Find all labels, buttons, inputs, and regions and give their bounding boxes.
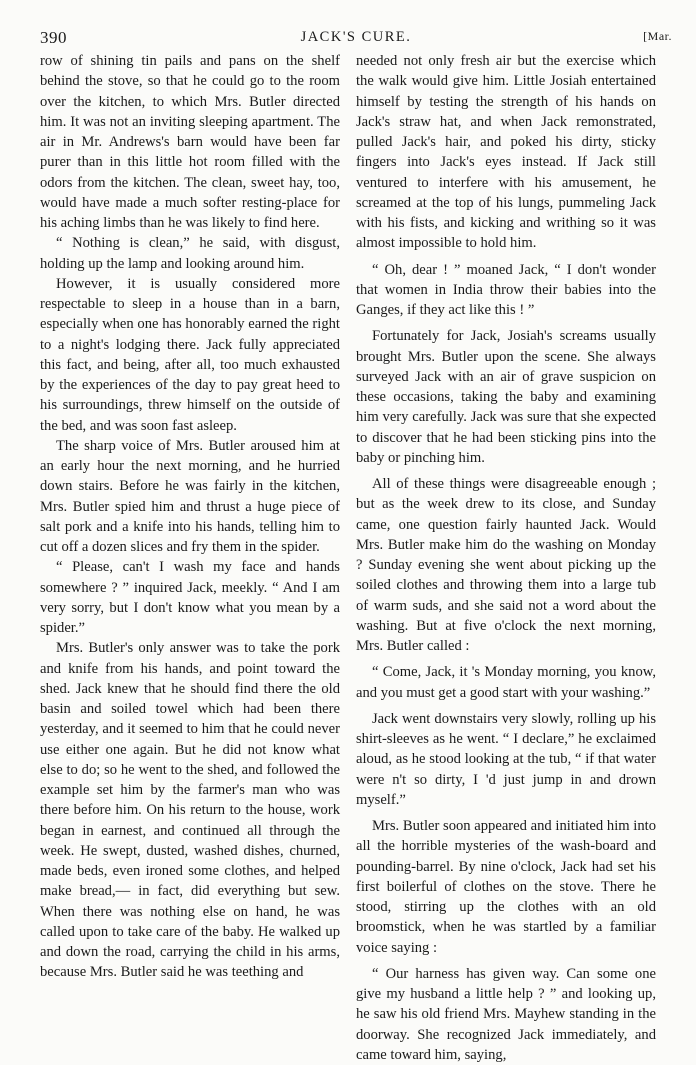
- paragraph: needed not only fresh air but the exercise which the walk would give him. Little Josiah entertained himself by testing the strength of his hands on Jack's straw hat, and when Jack remonstrated, pulled Jack's hair, and poked his dirty, sticky fingers into Jack's eyes instead. If Jack still ventured to interfere with his amusement, he screamed at the top of his lungs, pummeling Jack with his fists, and kicking and writhing so it was almost impossible to hold him.: [356, 53, 656, 252]
- paragraph: “ Oh, dear ! ” moaned Jack, “ I don't wonder that women in India throw their babies into the Ganges, if they act like this ! ”: [356, 261, 656, 318]
- right-column: [356, 51, 656, 1065]
- paragraph: “ Our harness has given way. Can some one give my husband a little help ? ” and looking up, he saw his old friend Mrs. Mayhew standing in the doorway. She recognized Jack immediately, and came toward him, saying,: [356, 965, 656, 1063]
- page-number: 390: [40, 28, 67, 47]
- page-header: [40, 28, 672, 48]
- paragraph: row of shining tin pails and pans on the shelf behind the stove, so that he could go to the room over the kitchen, to which Mrs. Butler directed him. It was not an inviting sleeping apartment. The air in Mr. Andrews's barn would have been far purer than in this little hot room filled with the odors from the kitchen. The clean, sweet hay, too, would have made a much softer resting-place for his aching limbs than he was likely to find here.: [40, 53, 340, 231]
- paragraph: “ Come, Jack, it 's Monday morning, you know, and you must get a good start with your washing.”: [356, 664, 656, 701]
- paragraph: All of these things were disagreeable enough ; but as the week drew to its close, and Sunday came, one question fairly haunted Jack. Would Mrs. Butler make him do the washing on Monday ? Sunday evening she went about picking up the soiled clothes and throwing them into a large tub of warm suds, and she said not a word about the washing. But at five o'clock the next morning, Mrs. Butler called :: [356, 476, 656, 654]
- paragraph: “ Please, can't I wash my face and hands somewhere ? ” inquired Jack, meekly. “ And I am very sorry, but I don't know what you mean by a spider.”: [40, 559, 340, 636]
- paragraph: Mrs. Butler's only answer was to take the pork and knife from his hands, and point toward the shed. Jack knew that he should find there the old basin and soiled towel which had been there yesterday, and it seemed to him that he could never use either one again. But he did not know what else to do; so he went to the shed, and followed the example set him by the farmer's man who was there before him. On his return to the house, work began in earnest, and continued all through the week. He swept, dusted, washed dishes, churned, made beds, even ironed some clothes, and helped make bread,— in fact, did everything but sew. When there was nothing else on hand, he was called upon to take care of the baby. He walked up and down the road, carrying the child in his arms, because Mrs. Butler said he was teething and: [40, 640, 340, 981]
- running-title: JACK'S CURE.: [300, 29, 412, 45]
- section-mark: [Mar.: [643, 29, 672, 43]
- paragraph: The sharp voice of Mrs. Butler aroused him at an early hour the next morning, and he hurried down stairs. Before he was fairly in the kitchen, Mrs. Butler spied him and thrust a huge piece of salt pork and a knife into his hands, telling him to cut off a dozen slices and fry them in the spider.: [40, 437, 340, 555]
- left-column: [40, 51, 340, 983]
- paragraph: Fortunately for Jack, Josiah's screams usually brought Mrs. Butler upon the scene. She always surveyed Jack with an air of grave suspicion on these occasions, taking the baby and examining him very carefully. Jack was sure that she expected to discover that he had been sticking pins into the baby or pinching him.: [356, 328, 656, 466]
- paragraph: Mrs. Butler soon appeared and initiated him into all the horrible mysteries of the wash-board and pounding-barrel. By nine o'clock, Jack had set his first boilerful of clothes on the stove. There he stood, stirring up the clothes with an old broomstick, when he was startled by a familiar voice saying :: [356, 818, 656, 956]
- paragraph: However, it is usually considered more respectable to sleep in a house than in a barn, especially when one has honorably earned the right to a night's lodging there. Jack fully appreciated this fact, and being, after all, too much exhausted by the experiences of the day to pay great heed to his surroundings, threw himself on the outside of the bed, and was soon fast asleep.: [40, 275, 340, 434]
- paragraph: “ Nothing is clean,” he said, with disgust, holding up the lamp and looking around him.: [40, 235, 340, 272]
- paragraph: Jack went downstairs very slowly, rolling up his shirt-sleeves as he went. “ I declare,” he exclaimed aloud, as he stood looking at the tub, “ if that water were n't so dirty, I 'd just jump in and drown myself.”: [356, 710, 656, 808]
